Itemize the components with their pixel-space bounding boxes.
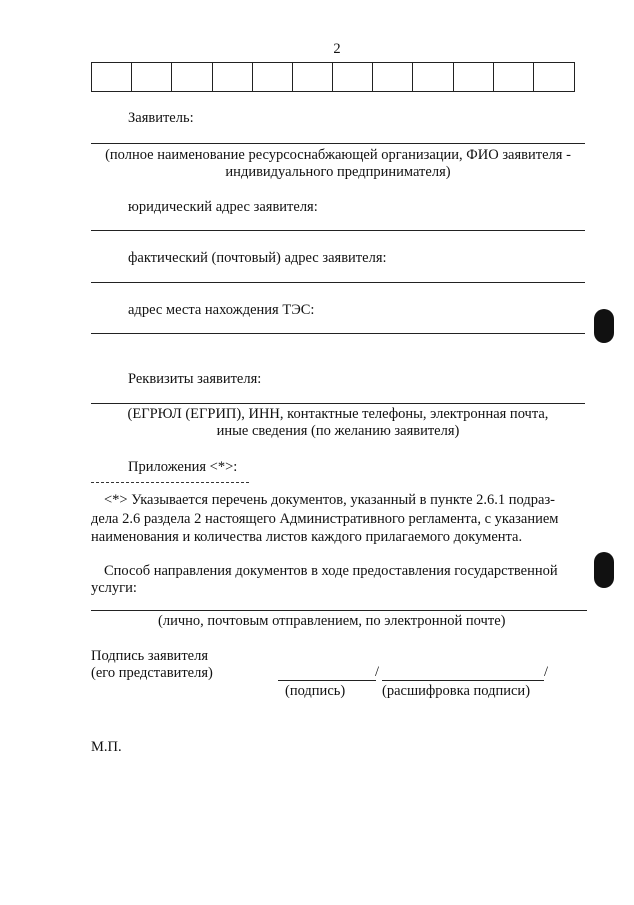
binding-hole-mark [594, 309, 614, 343]
grid-cell [413, 63, 453, 91]
delivery-line-1: Способ направления документов в ходе предоставления государственной [104, 563, 558, 579]
signature-caption: (подпись) [285, 683, 346, 699]
requisites-caption-1: (ЕГРЮЛ (ЕГРИП), ИНН, контактные телефоны, электронная почта, [127, 406, 549, 422]
attachments-label: Приложения <*>: [128, 459, 238, 475]
applicant-caption-1: (полное наименование ресурсоснабжающей организации, ФИО заявителя - [105, 147, 571, 163]
grid-cell [333, 63, 373, 91]
grid-cell [92, 63, 132, 91]
grid-cell [534, 63, 574, 91]
footnote-line-1: <*> Указывается перечень документов, указанный в пункте 2.6.1 подраз- [104, 492, 556, 508]
grid-cell [293, 63, 333, 91]
delivery-caption: (лично, почтовым отправлением, по электронной почте) [158, 613, 506, 629]
postal-address-line [91, 282, 585, 283]
registration-number-grid [91, 62, 575, 92]
requisites-label: Реквизиты заявителя: [128, 371, 262, 387]
delivery-line-2: услуги: [91, 580, 137, 596]
grid-cell [213, 63, 253, 91]
signature-line [278, 680, 376, 681]
decryption-line [382, 680, 544, 681]
binding-hole-mark [594, 552, 614, 588]
applicant-line [91, 143, 585, 144]
applicant-label: Заявитель: [128, 110, 194, 126]
applicant-caption-2: индивидуального предпринимателя) [225, 164, 451, 180]
grid-cell [132, 63, 172, 91]
grid-cell [172, 63, 212, 91]
grid-cell [454, 63, 494, 91]
slash-1: / [375, 664, 380, 680]
grid-cell [494, 63, 534, 91]
legal-address-line [91, 230, 585, 231]
signature-label-2: (его представителя) [91, 665, 213, 681]
decryption-caption: (расшифровка подписи) [382, 683, 531, 699]
page-number: 2 [333, 41, 341, 57]
footnote-separator [91, 482, 249, 483]
footnote-line-3: наименования и количества листов каждого прилагаемого документа. [91, 529, 523, 545]
postal-address-label: фактический (почтовый) адрес заявителя: [128, 250, 387, 266]
tes-location-line [91, 333, 585, 334]
footnote-line-2: дела 2.6 раздела 2 настоящего Административного регламента, с указанием [91, 511, 559, 527]
requisites-line [91, 403, 585, 404]
requisites-caption-2: иные сведения (по желанию заявителя) [216, 423, 460, 439]
delivery-line [91, 610, 587, 611]
legal-address-label: юридический адрес заявителя: [128, 199, 318, 215]
seal-label: М.П. [91, 739, 122, 755]
signature-label-1: Подпись заявителя [91, 648, 208, 664]
grid-cell [373, 63, 413, 91]
slash-2: / [544, 664, 549, 680]
grid-cell [253, 63, 293, 91]
tes-location-label: адрес места нахождения ТЭС: [128, 302, 315, 318]
